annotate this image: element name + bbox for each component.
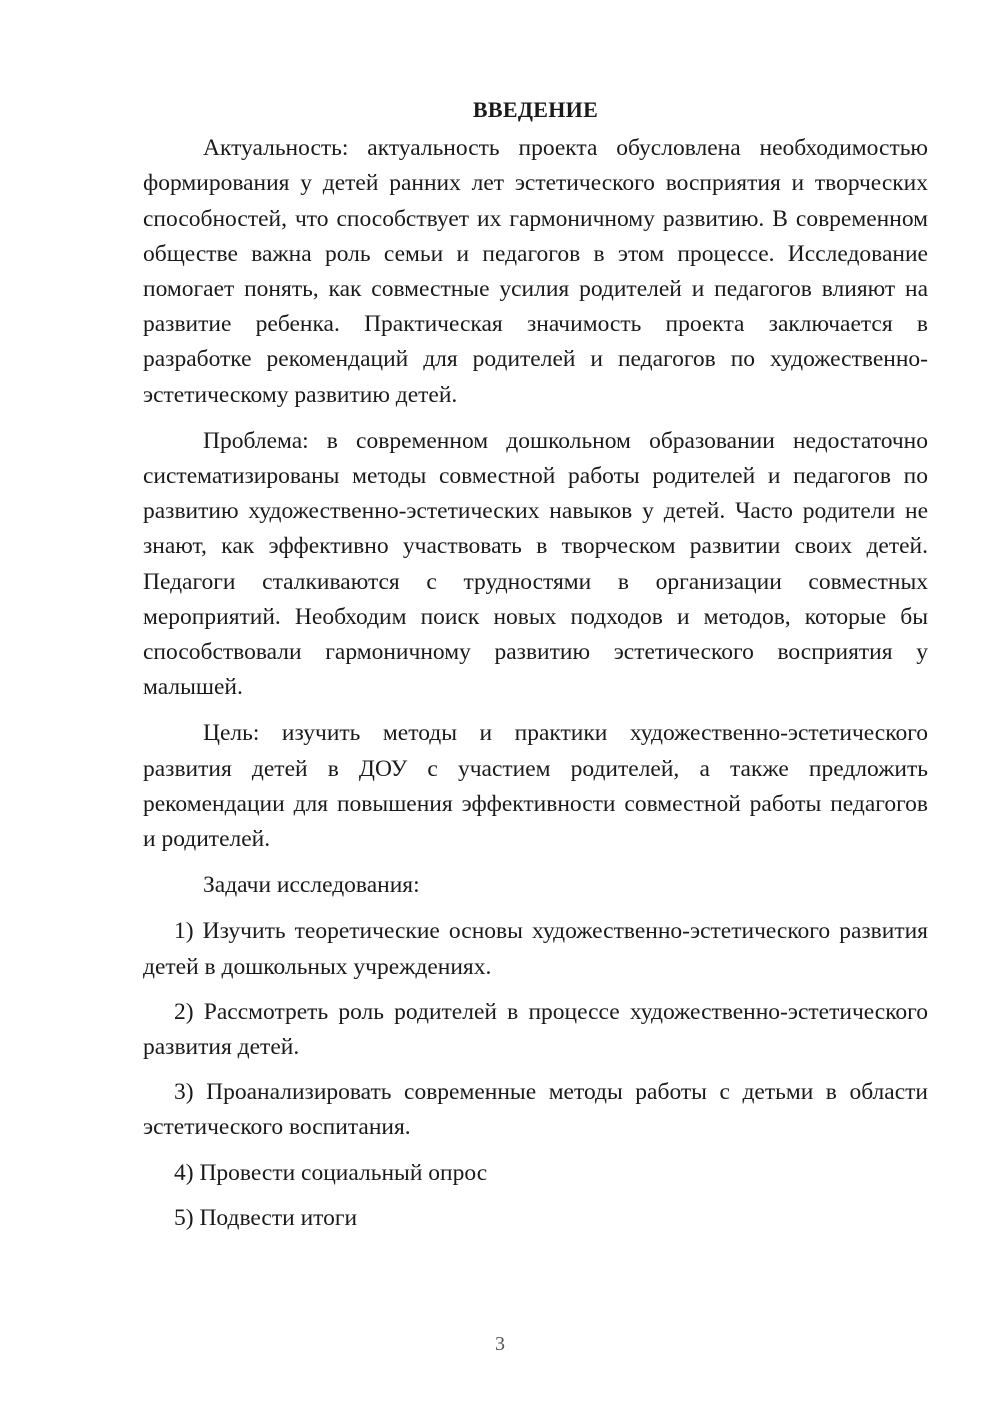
document-body [143,92,928,1246]
page-number: 3 [495,1333,505,1355]
paragraph-problem: Проблема: в современном дошкольном образовании недостаточно систематизированы методы совместной работы родителей и педагогов по развитию художественно-эстетических навыков у детей. Часто родители не знают, как эффективно участвовать в творческом развитии своих детей. Педагоги сталкиваются с трудностями в организации совместных мероприятий. Необходим поиск новых подходов и методов, которые бы способствовали гармоничному развитию эстетического восприятия у малышей. [143,427,928,701]
task-item-1: 1) Изучить теоретические основы художественно-эстетического развития детей в дошкольных учреждениях. [143,918,928,980]
paragraph-relevance: Актуальность: актуальность проекта обусловлена необходимостью формирования у детей ранних лет эстетического восприятия и творческих способностей, что способствует их гармоничному развитию. В современном обществе важна роль семьи и педагогов в этом процессе. Исследование помогает понять, как совместные усилия родителей и педагогов влияют на развитие ребенка. Практическая значимость проекта заключается в разработке рекомендаций для родителей и педагогов по художественно-эстетическому развитию детей. [143,135,928,408]
paragraph-goal: Цель: изучить методы и практики художественно-эстетического развития детей в ДОУ с участием родителей, а также предложить рекомендации для повышения эффективности совместной работы педагогов и родителей. [143,720,928,853]
task-item-4: 4) Провести социальный опрос [174,1159,488,1186]
task-item-3: 3) Проанализировать современные методы работы с детьми в области эстетического воспитания. [143,1079,928,1141]
tasks-heading: Задачи исследования: [203,872,420,899]
task-item-2: 2) Рассмотреть роль родителей в процессе художественно-эстетического развития детей. [143,998,928,1061]
section-title: ВВЕДЕНИЕ [472,97,599,122]
tasks-list [143,914,928,1236]
task-item-5: 5) Подвести итоги [174,1204,358,1231]
